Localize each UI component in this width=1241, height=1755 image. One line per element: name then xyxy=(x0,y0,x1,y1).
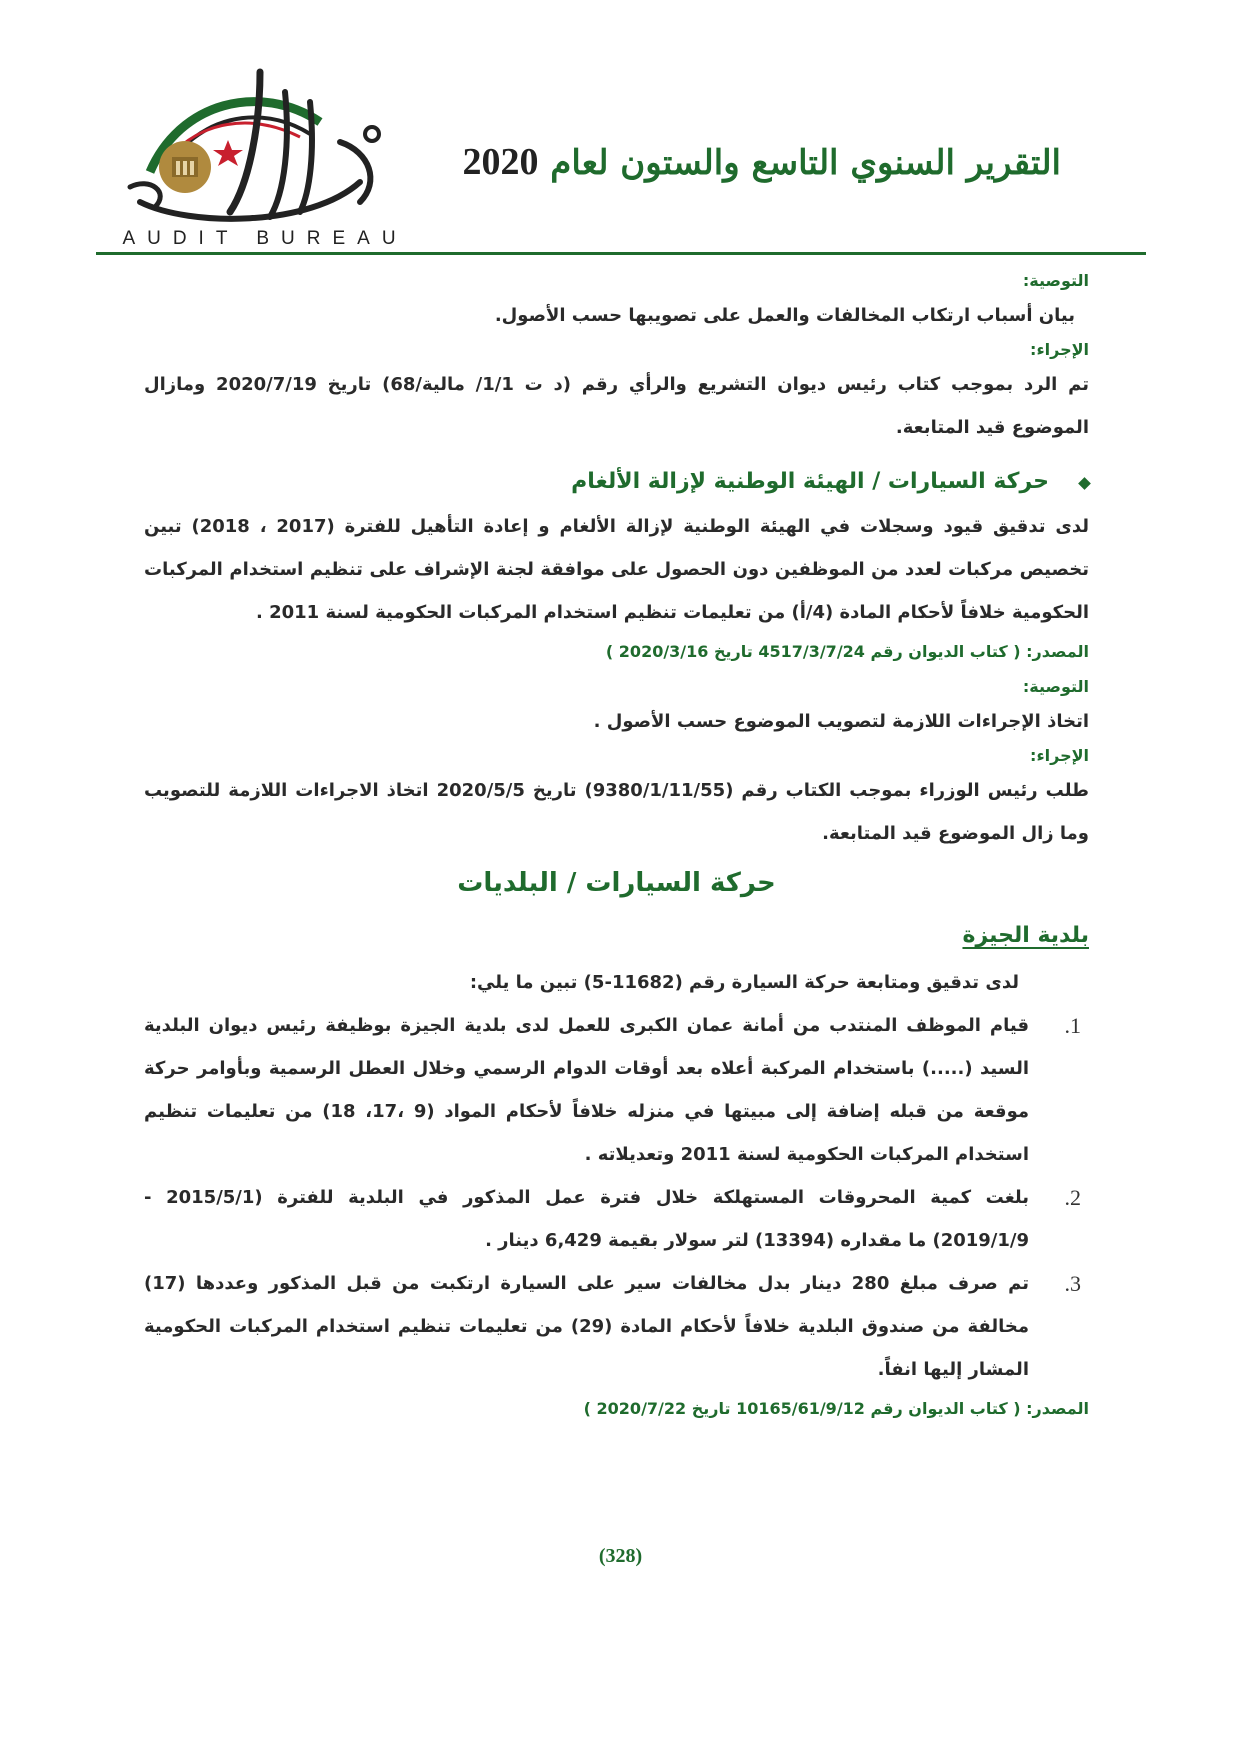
findings-list xyxy=(144,1004,1089,1391)
subheading-jiza: بلدية الجيزة xyxy=(962,923,1089,948)
list-item-number: 1. xyxy=(1064,1013,1081,1038)
section-body-mines: لدى تدقيق قيود وسجلات في الهيئة الوطنية لإزالة الألغام و إعادة التأهيل للفترة (2017 ، 2018) تبين تخصيص مركبات لعدد من الموظفين دون الحصول على موافقة لجنة الإشراف على تنظيم استخدام المركبات الحكومية خلافاً لأحكام المادة (4/أ) من تعليمات تنظيم استخدام المركبات الحكومية لسنة 2011 . xyxy=(144,516,1089,623)
page-header xyxy=(0,0,1241,260)
action-label: الإجراء: xyxy=(1030,340,1089,359)
recommendation-text: بيان أسباب ارتكاب المخالفات والعمل على تصويبها حسب الأصول. xyxy=(494,305,1075,326)
list-item-text: قيام الموظف المنتدب من أمانة عمان الكبرى للعمل لدى بلدية الجيزة بوظيفة رئيس ديوان البلدية السيد (.....) باستخدام المركبة أعلاه بعد أوقات الدوام الرسمي وخلال العطل الرسمية وبأوامر حركة موقعة من قبله إضافة إلى مبيتها في منزله خلافاً لأحكام المواد (9 ،17، 18) من تعليمات تنظيم استخدام المركبات الحكومية لسنة 2011 وتعديلاته . xyxy=(144,1015,1029,1165)
intro-text: لدى تدقيق ومتابعة حركة السيارة رقم (11682-5) تبين ما يلي: xyxy=(469,972,1019,993)
section-heading-mines-text: حركة السيارات / الهيئة الوطنية لإزالة الألغام xyxy=(571,469,1049,494)
page-number: (328) xyxy=(598,1545,643,1567)
action-label: الإجراء: xyxy=(1030,746,1089,765)
report-year: 2020 xyxy=(462,141,539,183)
recommendation-label: التوصية: xyxy=(1022,271,1089,290)
section-heading-municipalities: حركة السيارات / البلديات xyxy=(457,868,776,898)
recommendation-label: التوصية: xyxy=(1022,677,1089,696)
bullet-diamond-icon xyxy=(1078,477,1091,490)
list-item xyxy=(144,1004,1089,1176)
audit-bureau-logo xyxy=(110,62,430,252)
logo-text: AUDIT BUREAU xyxy=(122,228,408,249)
recommendation-text: اتخاذ الإجراءات اللازمة لتصويب الموضوع حسب الأصول . xyxy=(593,711,1089,732)
logo-emblem-icon xyxy=(110,62,430,252)
source-reference: المصدر: ( كتاب الديوان رقم 4517/3/7/24 تاريخ 2020/3/16 ) xyxy=(605,642,1089,661)
list-item-text: تم صرف مبلغ 280 دينار بدل مخالفات سير على السيارة ارتكبت من قبل المذكور وعددها (17) مخالفة من صندوق البلدية خلافاً لأحكام المادة (29) من تعليمات تنظيم استخدام المركبات الحكومية المشار إليها انفاً. xyxy=(144,1273,1030,1380)
list-item xyxy=(144,1176,1089,1262)
source-reference: المصدر: ( كتاب الديوان رقم 10165/61/9/12 تاريخ 2020/7/22 ) xyxy=(583,1399,1089,1418)
list-item xyxy=(144,1262,1089,1391)
list-item-number: 3. xyxy=(1064,1271,1081,1296)
section-heading-mines xyxy=(144,459,1089,505)
report-title-text: التقرير السنوي التاسع والستون لعام xyxy=(550,143,1061,183)
list-item-text: بلغت كمية المحروقات المستهلكة خلال فترة عمل المذكور في البلدية للفترة (2015/5/1 - 2019/1/9) ما مقداره (13394) لتر سولار بقيمة 6,429 دينار . xyxy=(144,1187,1029,1251)
action-text: تم الرد بموجب كتاب رئيس ديوان التشريع والرأي رقم (د ت 1/1/ مالية/68) تاريخ 2020/7/19 ومازال الموضوع قيد المتابعة. xyxy=(144,374,1090,438)
list-item-number: 2. xyxy=(1064,1185,1081,1210)
header-divider xyxy=(96,252,1146,255)
action-text: طلب رئيس الوزراء بموجب الكتاب رقم (9380/1/11/55) تاريخ 2020/5/5 اتخاذ الاجراءات اللازمة للتصويب وما زال الموضوع قيد المتابعة. xyxy=(144,780,1089,844)
page-content xyxy=(144,268,1089,1427)
report-title xyxy=(462,140,1061,184)
